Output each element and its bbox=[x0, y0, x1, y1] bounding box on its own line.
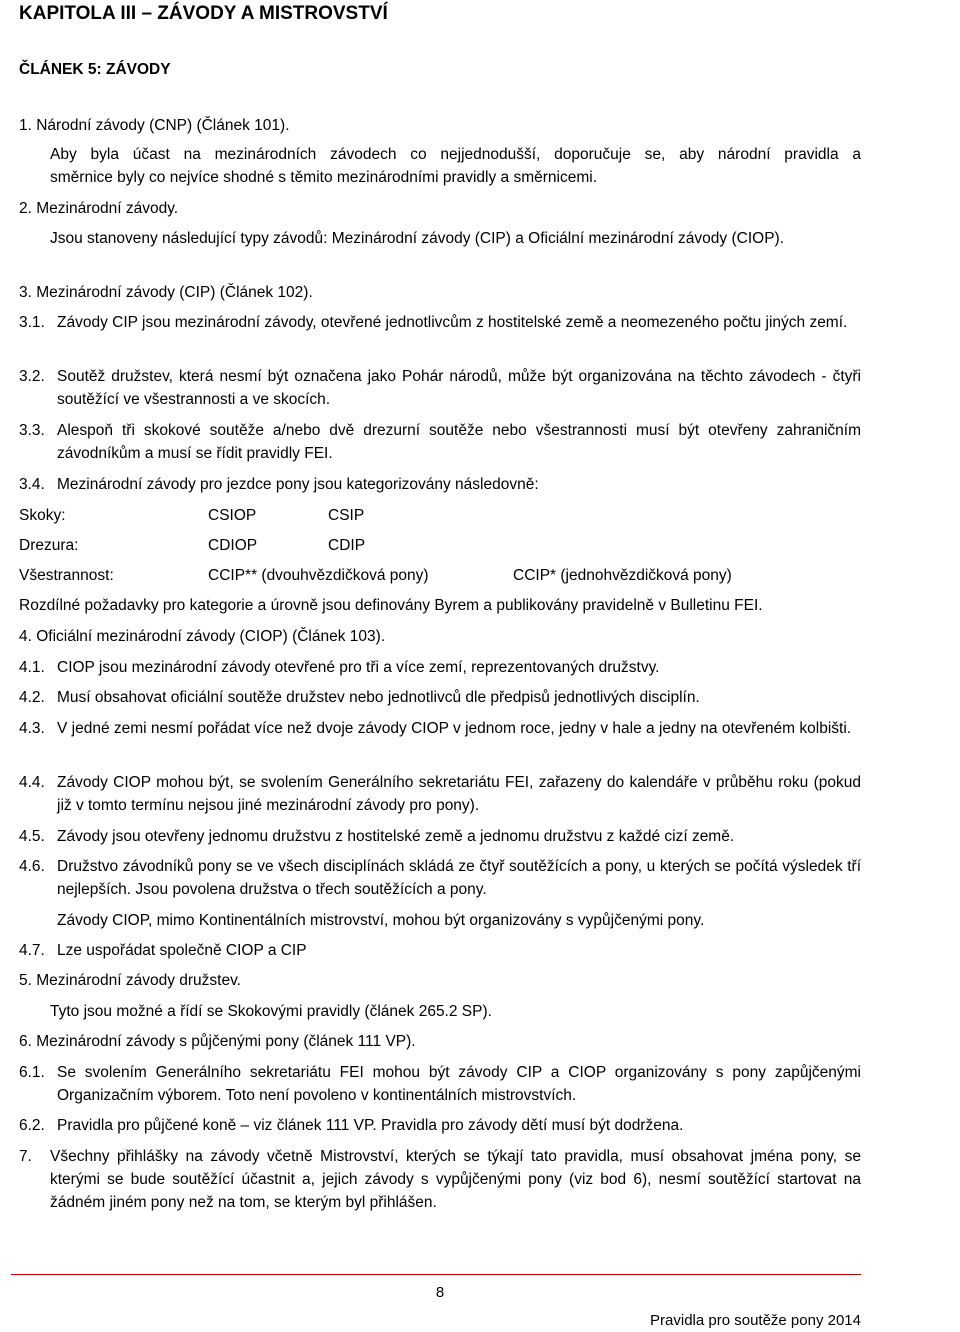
section-7-text: Všechny přihlášky na závody včetně Mistrovství, kterých se týkají tato pravidla, musí obsahovat jména pony, se kterými se bude soutěžící účastnit a, jejich závody s vypůjčenými pony (viz bod 6), nesmí soutěžící startovat na žádném jiném pony než na tom, se kterým byl přihlášen. bbox=[50, 1148, 861, 1211]
item-number: 4.5. bbox=[19, 828, 45, 845]
item-number: 4.4. bbox=[19, 774, 45, 791]
item-text: Se svolením Generálního sekretariátu FEI mohou být závody CIP a CIOP organizovány s pony zapůjčenými Organizačním výborem. Toto není povoleno v kontinentálních mistrovstvích. bbox=[57, 1064, 861, 1104]
section-3-heading: 3. Mezinárodní závody (CIP) (Článek 102). bbox=[19, 284, 313, 301]
section-6-heading: 6. Mezinárodní závody s půjčenými pony (článek 111 VP). bbox=[19, 1033, 416, 1050]
item-text: Musí obsahovat oficiální soutěže družstev nebo jednotlivců dle předpisů jednotlivých disciplín. bbox=[57, 689, 700, 706]
item-number: 4.3. bbox=[19, 720, 45, 737]
item-text: Mezinárodní závody pro jezdce pony jsou kategorizovány následovně: bbox=[57, 476, 539, 493]
item-text: Alespoň tři skokové soutěže a/nebo dvě drezurní soutěže nebo všestrannosti musí být otevřeny zahraničním závodníkům a musí se řídit pravidly FEI. bbox=[57, 422, 861, 462]
category-row-jumping bbox=[19, 504, 861, 527]
item-number: 4.2. bbox=[19, 689, 45, 706]
item-text: Závody CIP jsou mezinárodní závody, otevřené jednotlivcům z hostitelské země a neomezeného počtu jiných zemí. bbox=[57, 314, 848, 331]
section-2-text: Jsou stanoveny následující typy závodů: Mezinárodní závody (CIP) a Oficiální mezinárodní závody (CIOP). bbox=[50, 230, 785, 247]
section-5-heading: 5. Mezinárodní závody družstev. bbox=[19, 972, 241, 989]
chapter-title: KAPITOLA III – ZÁVODY A MISTROVSTVÍ bbox=[19, 3, 388, 24]
category-label: Všestrannost: bbox=[19, 567, 114, 584]
item-number: 6.1. bbox=[19, 1064, 45, 1081]
categories-note: Rozdílné požadavky pro kategorie a úrovně jsou definovány Byrem a publikovány pravidelně v Bulletinu FEI. bbox=[19, 597, 763, 614]
item-text: Pravidla pro půjčené koně – viz článek 111 VP. Pravidla pro závody dětí musí být dodržena. bbox=[57, 1117, 684, 1134]
item-number: 4.1. bbox=[19, 659, 45, 676]
document-page bbox=[19, 0, 861, 1331]
item-number: 4.6. bbox=[19, 858, 45, 875]
item-number: 3.2. bbox=[19, 368, 45, 385]
item-number: 3.1. bbox=[19, 314, 45, 331]
section-1-text-line-2: směrnice byly co nejvíce shodné s těmito mezinárodními pravidly a směrnicemi. bbox=[50, 169, 598, 186]
category-official: CSIOP bbox=[208, 507, 257, 524]
item-number: 3.4. bbox=[19, 476, 45, 493]
item-text: Lze uspořádat společně CIOP a CIP bbox=[57, 942, 307, 959]
category-international: CDIP bbox=[328, 537, 366, 554]
section-1-text-line-1: Aby byla účast na mezinárodních závodech co nejjednodušší, doporučuje se, aby národní pravidla a bbox=[50, 146, 861, 163]
category-international: CSIP bbox=[328, 507, 365, 524]
category-row-eventing bbox=[19, 564, 861, 587]
item-text: Závody CIOP mohou být, se svolením Generálního sekretariátu FEI, zařazeny do kalendáře v průběhu roku (pokud již v tomto termínu nejsou jiné mezinárodní závody pro pony). bbox=[57, 774, 861, 814]
section-5-text: Tyto jsou možné a řídí se Skokovými pravidly (článek 265.2 SP). bbox=[50, 1003, 492, 1020]
item-text: CIOP jsou mezinárodní závody otevřené pro tři a více zemí, reprezentovaných družstvy. bbox=[57, 659, 660, 676]
item-number: 4.7. bbox=[19, 942, 45, 959]
section-1-heading: 1. Národní závody (CNP) (Článek 101). bbox=[19, 117, 290, 134]
category-label: Skoky: bbox=[19, 507, 66, 524]
category-international: CCIP* (jednohvězdičková pony) bbox=[513, 567, 732, 584]
category-row-dressage bbox=[19, 534, 861, 557]
item-text: Závody jsou otevřeny jednomu družstvu z hostitelské země a jednomu družstvu z každé cizí země. bbox=[57, 828, 735, 845]
page-number: 8 bbox=[435, 1284, 445, 1301]
article-title: ČLÁNEK 5: ZÁVODY bbox=[19, 61, 171, 78]
item-text: V jedné zemi nesmí pořádat více než dvoje závody CIOP v jednom roce, jedny v hale a jedny na otevřeném kolbišti. bbox=[57, 720, 852, 737]
item-number: 3.3. bbox=[19, 422, 45, 439]
section-2-heading: 2. Mezinárodní závody. bbox=[19, 200, 179, 217]
category-label: Drezura: bbox=[19, 537, 79, 554]
item-text: Družstvo závodníků pony se ve všech disciplínách skládá ze čtyř soutěžících a pony, u kterých se počítá výsledek tří nejlepších. Jsou povolena družstva o třech soutěžících a pony. bbox=[57, 858, 861, 898]
item-number: 6.2. bbox=[19, 1117, 45, 1134]
section-7-number: 7. bbox=[19, 1148, 32, 1165]
section-4-heading: 4. Oficiální mezinárodní závody (CIOP) (Článek 103). bbox=[19, 628, 386, 645]
footer-rule bbox=[11, 1274, 861, 1275]
item-text: Soutěž družstev, která nesmí být označena jako Pohár národů, může být organizována na těchto závodech - čtyři soutěžící ve všestrannosti a ve skocích. bbox=[57, 368, 861, 408]
item-text: Závody CIOP, mimo Kontinentálních mistrovství, mohou být organizovány s vypůjčenými pony. bbox=[57, 912, 705, 929]
category-official: CCIP** (dvouhvězdičková pony) bbox=[208, 567, 429, 584]
category-official: CDIOP bbox=[208, 537, 258, 554]
footer-title: Pravidla pro soutěže pony 2014 bbox=[650, 1312, 861, 1329]
